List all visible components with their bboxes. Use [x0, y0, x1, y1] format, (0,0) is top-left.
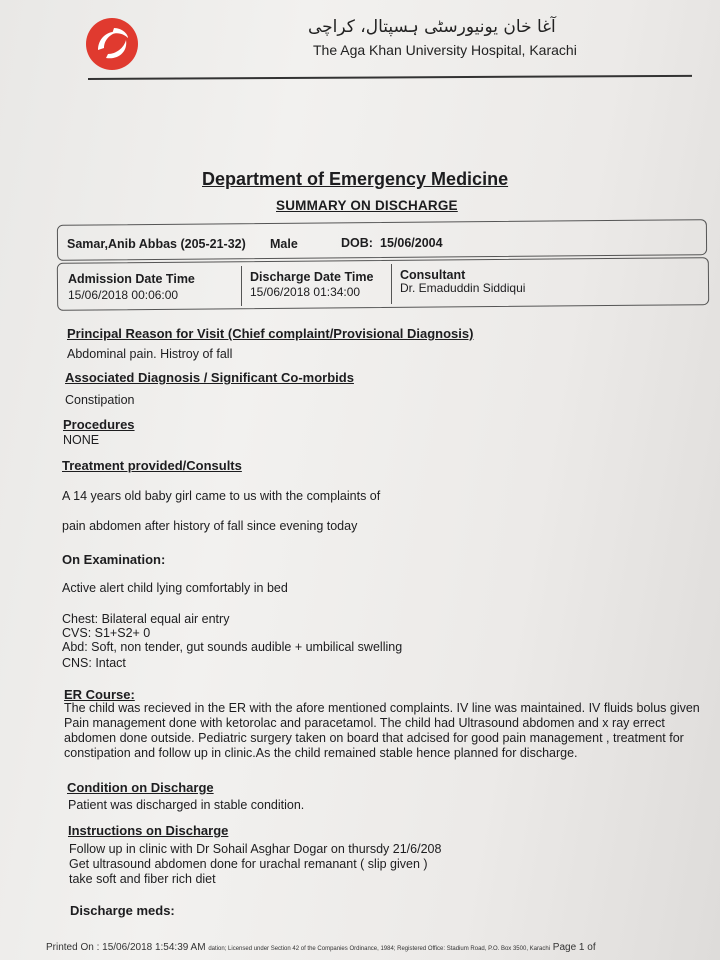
- document-title: SUMMARY ON DISCHARGE: [276, 198, 458, 213]
- instruction-line: take soft and fiber rich diet: [69, 872, 216, 886]
- exam-cvs: CVS: S1+S2+ 0: [62, 626, 151, 640]
- patient-gender: Male: [270, 237, 298, 251]
- discharge-label: Discharge Date Time: [250, 270, 374, 284]
- consultant-value: Dr. Emaduddin Siddiqui: [400, 281, 526, 295]
- aga-khan-logo-icon: [84, 16, 140, 72]
- patient-name: Samar,Anib Abbas (205-21-32): [67, 237, 246, 251]
- instructions-heading: Instructions on Discharge: [68, 823, 229, 838]
- instruction-line: Get ultrasound abdomen done for urachal remanant ( slip given ): [69, 857, 428, 871]
- exam-cns: CNS: Intact: [62, 656, 126, 670]
- dob-value: 15/06/2004: [380, 236, 443, 250]
- er-course-line: abdomen done outside. Pediatric surgery taken on board that adcised for good pain management , treatment for: [64, 731, 684, 745]
- exam-line: Active alert child lying comfortably in bed: [62, 581, 288, 595]
- treatment-heading: Treatment provided/Consults: [62, 458, 242, 473]
- treatment-line: pain abdomen after history of fall since evening today: [62, 519, 358, 533]
- hospital-name: The Aga Khan University Hospital, Karachi: [313, 42, 577, 58]
- er-course-line: Pain management done with ketorolac and paracetamol. The child had Ultrasound abdomen and x ray errect: [64, 716, 665, 730]
- discharge-meds-heading: Discharge meds:: [70, 903, 175, 918]
- box-divider: [391, 264, 392, 304]
- page-number: Page 1 of: [552, 942, 596, 953]
- consultant-label: Consultant: [400, 268, 466, 282]
- printed-on: Printed On : 15/06/2018 1:54:39 AM: [46, 942, 206, 953]
- dob-label: DOB:: [341, 236, 373, 250]
- footer-fine-print: dation; Licensed under Section 42 of the Companies Ordinance, 1984; Registered Office: Stadium Road, P.O. Box 3500, Karachi: [208, 946, 550, 952]
- admission-label: Admission Date Time: [68, 272, 195, 286]
- header-divider: [88, 75, 692, 80]
- principal-heading: Principal Reason for Visit (Chief complaint/Provisional Diagnosis): [67, 326, 474, 341]
- treatment-line: A 14 years old baby girl came to us with the complaints of: [62, 489, 381, 503]
- associated-text: Constipation: [65, 393, 135, 407]
- associated-heading: Associated Diagnosis / Significant Co-morbids: [65, 370, 354, 385]
- admission-value: 15/06/2018 00:06:00: [68, 288, 179, 302]
- er-course-line: constipation and follow up in clinic.As the child remained stable hence planned for discharge.: [64, 746, 578, 760]
- procedures-heading: Procedures: [63, 417, 135, 432]
- box-divider: [241, 266, 242, 306]
- exam-chest: Chest: Bilateral equal air entry: [62, 612, 230, 626]
- instruction-line: Follow up in clinic with Dr Sohail Asghar Dogar on thursdy 21/6/208: [69, 842, 442, 856]
- exam-abd: Abd: Soft, non tender, gut sounds audible + umbilical swelling: [62, 640, 403, 654]
- exam-heading: On Examination:: [62, 552, 166, 567]
- condition-heading: Condition on Discharge: [67, 780, 214, 795]
- hospital-name-urdu: آغا خان یونیورسٹی ہسپتال، کراچی: [308, 17, 556, 37]
- page-footer: [46, 942, 596, 953]
- department-title: Department of Emergency Medicine: [202, 169, 509, 189]
- principal-text: Abdominal pain. Histroy of fall: [67, 347, 233, 361]
- condition-text: Patient was discharged in stable condition.: [68, 798, 305, 812]
- er-course-heading: ER Course:: [64, 687, 135, 702]
- er-course-line: The child was recieved in the ER with the afore mentioned complaints. IV line was maintained. IV fluids bolus given: [64, 701, 700, 715]
- procedures-text: NONE: [63, 433, 100, 447]
- discharge-value: 15/06/2018 01:34:00: [250, 285, 361, 299]
